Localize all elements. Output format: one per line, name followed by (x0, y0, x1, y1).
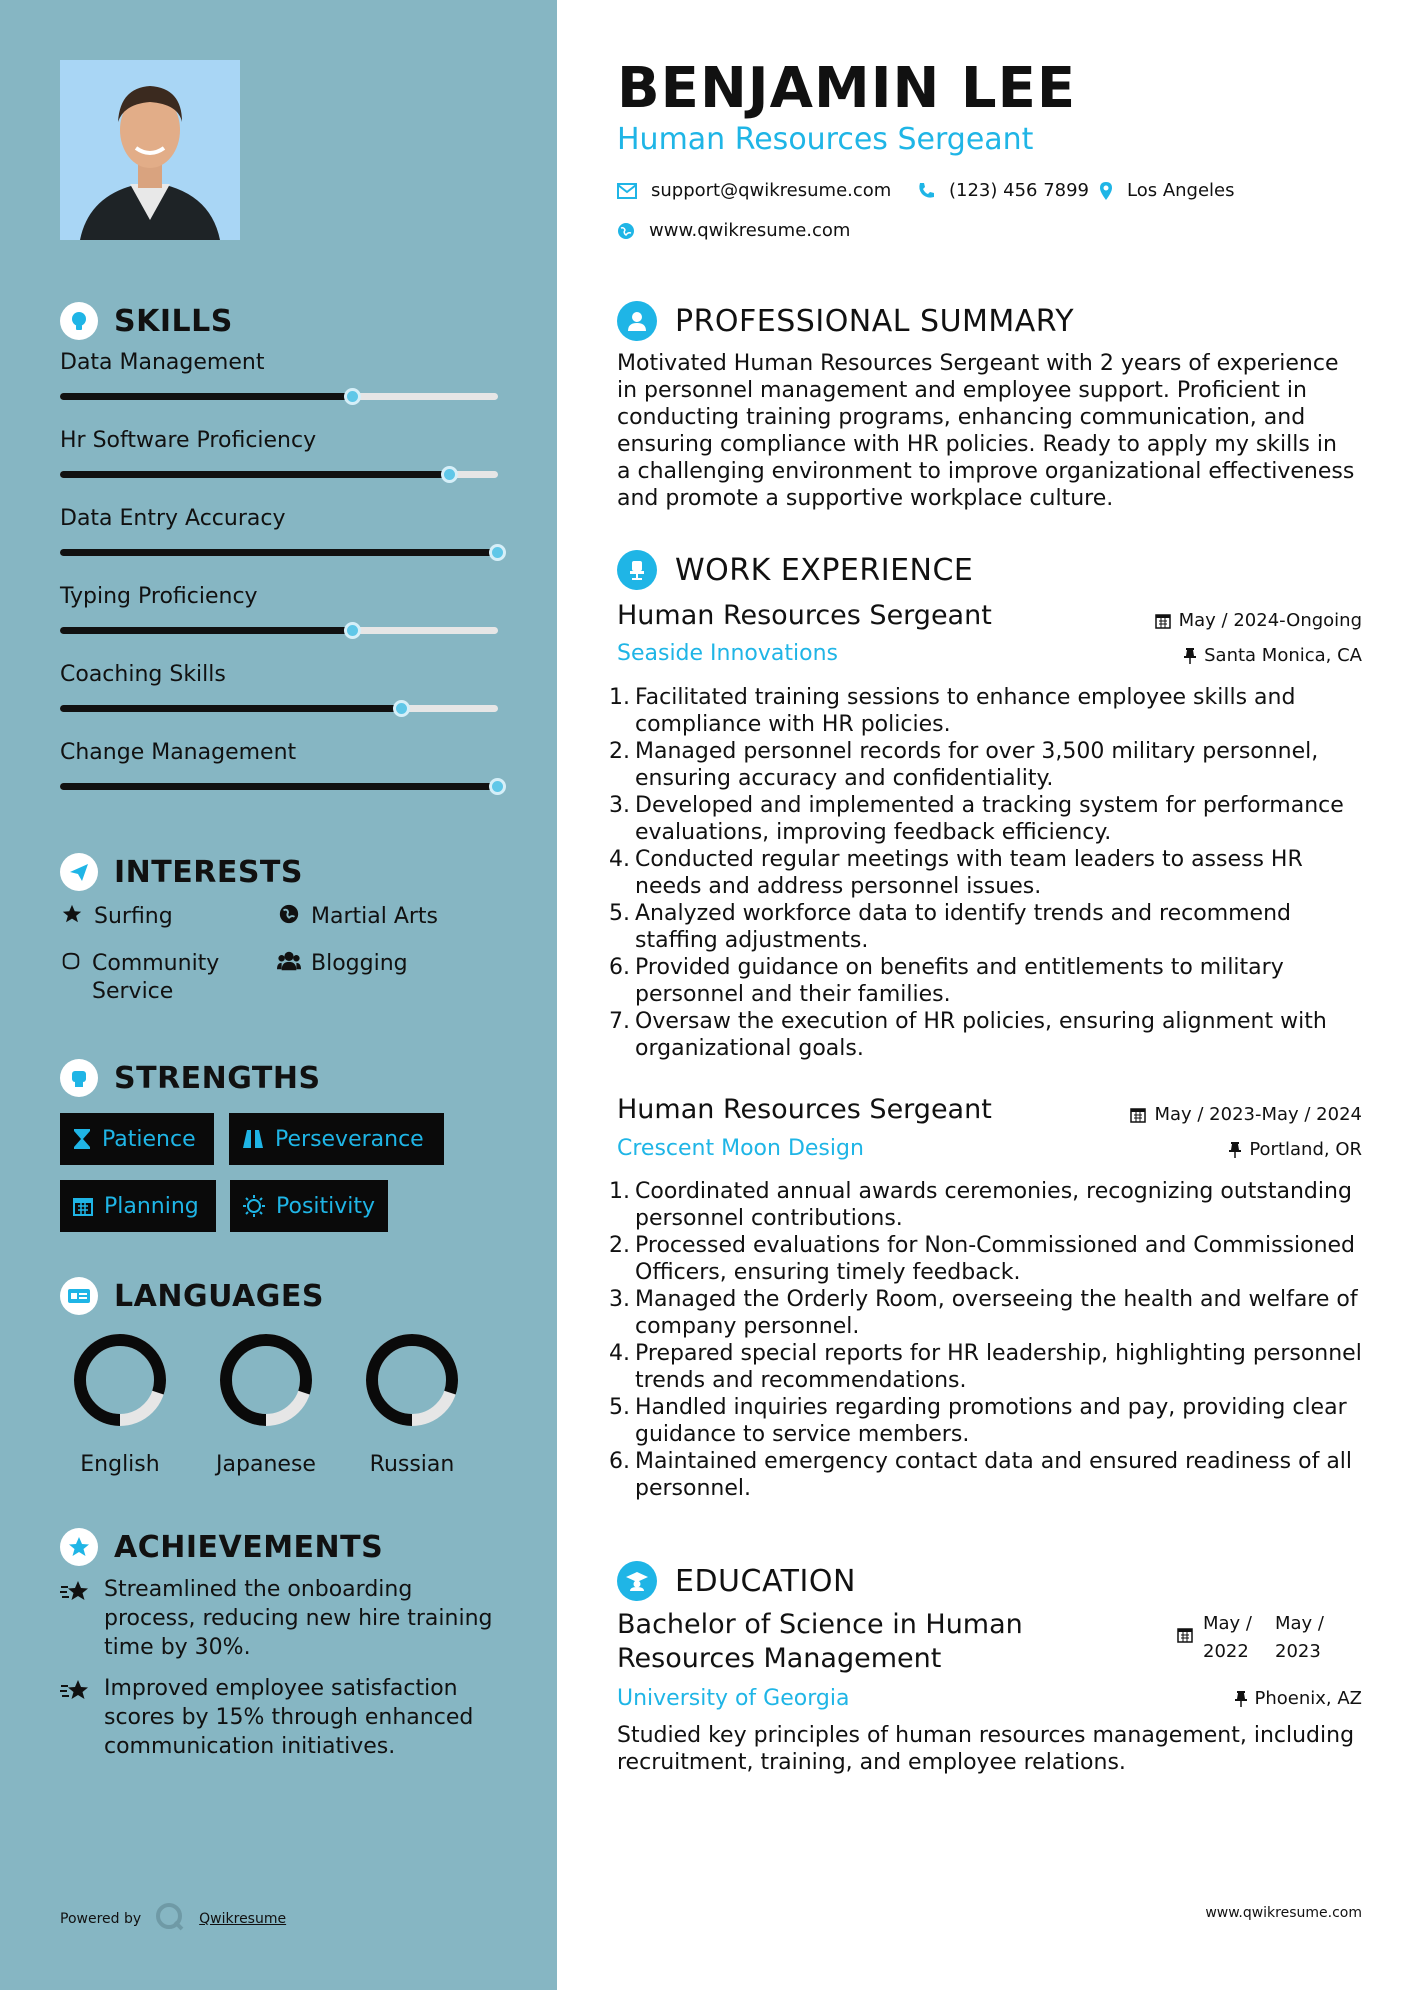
education-title: EDUCATION (675, 1563, 856, 1599)
education-date: May / 2022 May / 2023 (1177, 1610, 1347, 1666)
language-level-ring (362, 1330, 462, 1430)
language-name: Japanese (216, 1452, 316, 1477)
languages-title: LANGUAGES (114, 1278, 324, 1314)
globe-icon (277, 903, 301, 925)
calendar-icon (72, 1195, 94, 1217)
skill-level-fill (60, 471, 450, 478)
users-icon (277, 950, 301, 972)
job-date: May / 2023-May / 2024 (1130, 1104, 1362, 1125)
pushpin-icon (1235, 1690, 1247, 1708)
skill-level-knob (344, 388, 361, 405)
star-icon (60, 903, 84, 925)
skills-heading (60, 302, 233, 340)
user-icon (617, 301, 657, 341)
skill-level-fill (60, 705, 402, 712)
duty-item: 5. Handled inquiries regarding promotions and pay, providing clear guidance to service members. (609, 1395, 1347, 1447)
pushpin-icon (1229, 1141, 1241, 1159)
calendar-icon (1130, 1107, 1146, 1123)
skill-item (60, 506, 500, 531)
skill-level-bar (60, 393, 498, 400)
duty-item: 6. Provided guidance on benefits and entitlements to military personnel and their families. (609, 955, 1284, 1007)
candidate-role: Human Resources Sergeant (617, 122, 1034, 157)
skill-name: Change Management (60, 740, 297, 765)
skill-level-fill (60, 549, 498, 556)
globe-icon (617, 222, 635, 240)
map-pin-icon (1099, 181, 1113, 201)
contact-email: support@qwikresume.com (617, 180, 891, 201)
skill-level-bar (60, 549, 498, 556)
skill-name: Typing Proficiency (60, 584, 258, 609)
shooting-star-icon (60, 1674, 94, 1761)
strength-tag: Planning (60, 1180, 216, 1232)
job-title: Human Resources Sergeant (617, 1094, 992, 1125)
language-item (50, 1330, 190, 1477)
office-chair-icon (617, 550, 657, 590)
skill-level-knob (393, 700, 410, 717)
achievement-item: Improved employee satisfaction scores by 15% through enhanced communication initiatives. (60, 1674, 500, 1761)
skill-level-bar (60, 783, 498, 790)
school-name: University of Georgia (617, 1686, 850, 1711)
binoculars-icon (241, 1128, 265, 1150)
skills-title: SKILLS (114, 303, 233, 339)
duty-item: 4. Conducted regular meetings with team leaders to assess HR needs and address personnel issues. (609, 847, 1303, 899)
qwikresume-link[interactable]: Qwikresume (199, 1911, 287, 1927)
job-date: May / 2024-Ongoing (1155, 610, 1362, 631)
skill-level-fill (60, 393, 353, 400)
summary-title: PROFESSIONAL SUMMARY (675, 303, 1075, 339)
duty-item: 7. Oversaw the execution of HR policies, ensuring alignment with organizational goals. (609, 1009, 1327, 1061)
skill-name: Data Entry Accuracy (60, 506, 286, 531)
company-name: Seaside Innovations (617, 641, 838, 666)
language-item (342, 1330, 482, 1477)
skill-item (60, 662, 500, 687)
job-location: Santa Monica, CA (1184, 645, 1362, 666)
strengths-title: STRENGTHS (114, 1060, 321, 1096)
language-level-ring (216, 1330, 316, 1430)
skill-item (60, 584, 500, 609)
skill-level-knob (489, 778, 506, 795)
achievements-title: ACHIEVEMENTS (114, 1529, 384, 1565)
duty-item: 5. Analyzed workforce data to identify trends and recommend staffing adjustments. (609, 901, 1291, 953)
graduate-icon (617, 1561, 657, 1601)
pushpin-icon (1184, 647, 1196, 665)
fist-icon (60, 1059, 98, 1097)
experience-title: WORK EXPERIENCE (675, 552, 974, 588)
job-title: Human Resources Sergeant (617, 600, 992, 631)
duty-item: 3. Developed and implemented a tracking system for performance evaluations, improving feedback efficiency. (609, 793, 1344, 845)
summary-heading (617, 301, 1074, 341)
duty-item: 2. Managed personnel records for over 3,500 military personnel, ensuring accuracy and confidentiality. (609, 739, 1319, 791)
education-description: Studied key principles of human resources management, including recruitment, training, and employee relations. (617, 1723, 1355, 1775)
contact-location: Los Angeles (1099, 180, 1235, 201)
strength-tag: Perseverance (229, 1113, 444, 1165)
calendar-icon (1155, 613, 1171, 629)
summary-text: Motivated Human Resources Sergeant with 2 years of experience in personnel management and employee support. Proficient in conducting training programs, enhancing communication, and ensuring compliance with HR policies. Ready to apply my skills in a challenging environment to improve organizational effectiveness and promote a supportive workplace culture. (617, 351, 1355, 511)
star-badge-icon (60, 1528, 98, 1566)
job-location: Portland, OR (1229, 1139, 1362, 1160)
strength-tag: Patience (60, 1113, 214, 1165)
sidebar (0, 0, 557, 1990)
company-name: Crescent Moon Design (617, 1136, 864, 1161)
contact-phone: (123) 456 7899 (917, 180, 1089, 201)
skill-name: Data Management (60, 350, 265, 375)
strengths-heading (60, 1059, 321, 1097)
phone-icon (917, 182, 935, 200)
calendar-icon (1177, 1610, 1193, 1666)
skill-level-knob (344, 622, 361, 639)
skill-level-knob (441, 466, 458, 483)
duty-item: 3. Managed the Orderly Room, overseeing the health and welfare of company personnel. (609, 1287, 1358, 1339)
main-content (557, 0, 1407, 1990)
language-item (196, 1330, 336, 1477)
strength-tag: Positivity (230, 1180, 388, 1232)
id-card-icon (60, 1277, 98, 1315)
hourglass-icon (72, 1128, 92, 1150)
footer-url[interactable]: www.qwikresume.com (1205, 1905, 1362, 1921)
envelope-icon (617, 183, 637, 199)
interest-item: Surfing (60, 903, 173, 931)
achievement-item: Streamlined the onboarding process, reducing new hire training time by 30%. (60, 1575, 500, 1662)
duties-list (609, 1178, 1369, 1502)
contact-website: www.qwikresume.com (617, 220, 850, 241)
skill-name: Coaching Skills (60, 662, 226, 687)
skill-level-bar (60, 705, 498, 712)
degree-title: Bachelor of Science in Human Resources Management (617, 1609, 1023, 1674)
hand-icon (60, 950, 82, 972)
powered-by: Powered by Qwikresume (60, 1902, 286, 1936)
experience-heading (617, 550, 973, 590)
skill-item (60, 428, 500, 453)
language-name: English (80, 1452, 160, 1477)
duty-item: 1. Facilitated training sessions to enhance employee skills and compliance with HR policies. (609, 685, 1296, 737)
skill-level-fill (60, 783, 498, 790)
languages-heading (60, 1277, 324, 1315)
duty-item: 2. Processed evaluations for Non-Commissioned and Commissioned Officers, ensuring timely feedback. (609, 1233, 1356, 1285)
skill-level-bar (60, 471, 498, 478)
lightbulb-icon (60, 302, 98, 340)
candidate-name: BENJAMIN LEE (617, 56, 1077, 121)
duties-list (609, 684, 1369, 1062)
shooting-star-icon (60, 1575, 94, 1662)
skill-item (60, 740, 500, 765)
duty-item: 4. Prepared special reports for HR leadership, highlighting personnel trends and recommendations. (609, 1341, 1362, 1393)
education-heading (617, 1561, 856, 1601)
interests-title: INTERESTS (114, 854, 303, 890)
skill-level-fill (60, 627, 353, 634)
paper-plane-icon (60, 853, 98, 891)
interest-item: Blogging (277, 950, 408, 978)
skill-level-bar (60, 627, 498, 634)
interests-heading (60, 853, 303, 891)
education-location: Phoenix, AZ (1235, 1688, 1363, 1709)
skill-level-knob (489, 544, 506, 561)
skill-name: Hr Software Proficiency (60, 428, 317, 453)
interest-item: Martial Arts (277, 903, 438, 931)
language-level-ring (70, 1330, 170, 1430)
qwikresume-logo-icon (155, 1902, 185, 1936)
skill-item (60, 350, 500, 375)
interest-item: Community Service (60, 950, 260, 1006)
sun-icon (242, 1194, 266, 1218)
achievements-heading (60, 1528, 383, 1566)
language-name: Russian (369, 1452, 455, 1477)
profile-photo (60, 60, 240, 240)
duty-item: 6. Maintained emergency contact data and ensured readiness of all personnel. (609, 1449, 1353, 1501)
duty-item: 1. Coordinated annual awards ceremonies, recognizing outstanding personnel contributions. (609, 1179, 1352, 1231)
